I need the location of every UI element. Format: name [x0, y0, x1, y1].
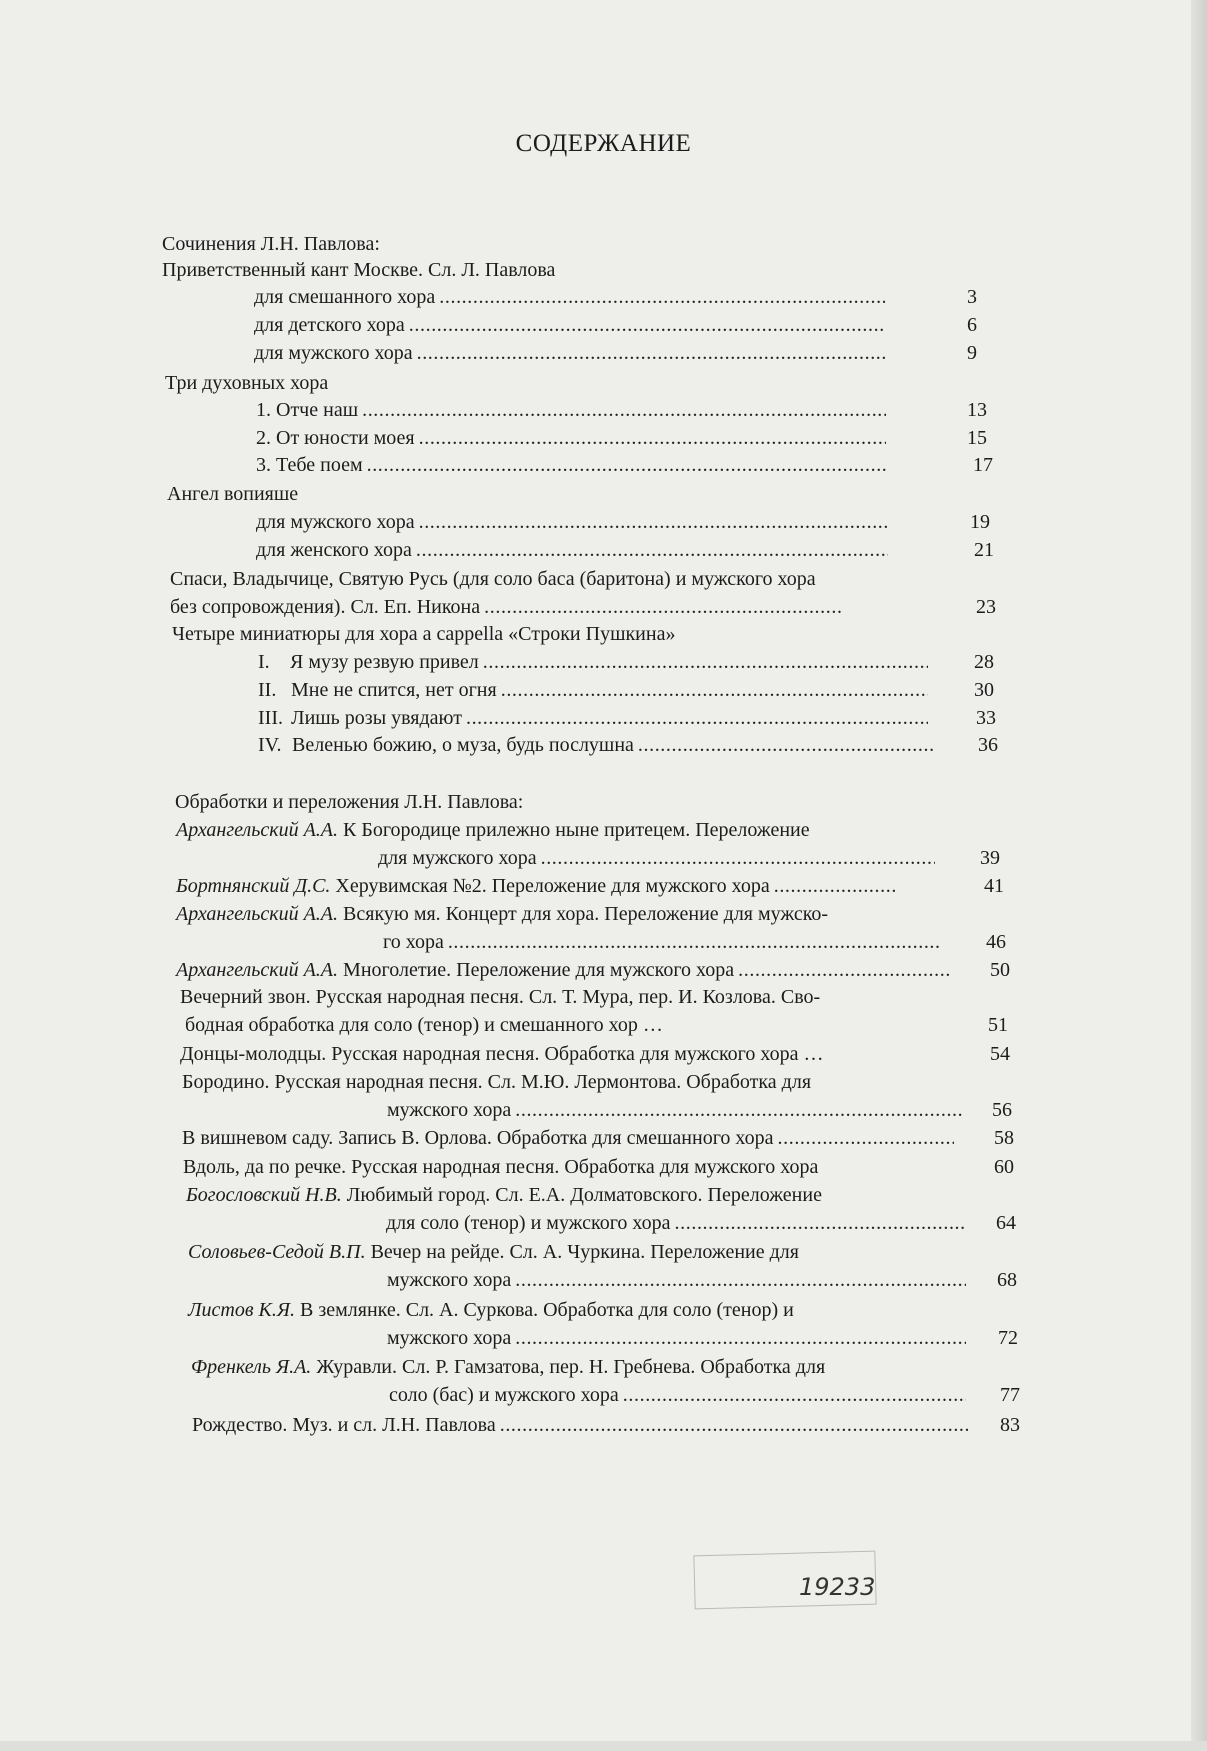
toc-entry-line: [186, 1181, 822, 1209]
page-title: СОДЕРЖАНИЕ: [515, 130, 692, 157]
toc-entry-line: [191, 1353, 825, 1381]
toc-entry-title: В вишневом саду. Запись В. Орлова. Обработка для смешанного хора: [182, 1127, 774, 1149]
toc-entry-title: Вечер на рейде. Сл. А. Чуркина. Переложение для: [365, 1241, 799, 1263]
toc-entry-line: [176, 816, 810, 844]
toc-entry-line: [387, 1266, 511, 1294]
toc-entry-author: Архангельский А.А.: [176, 959, 339, 981]
toc-entry-line: [176, 900, 828, 928]
toc-entry-title: для смешанного хора: [254, 286, 436, 308]
toc-entry-line: [387, 1324, 511, 1352]
toc-leader-dots: [419, 424, 886, 452]
toc-page-number: 9: [967, 342, 977, 364]
toc-leader-dots: [484, 593, 842, 621]
toc-entry-title: бодная обработка для соло (тенор) и смешанного хор …: [185, 1014, 663, 1036]
toc-page-number: 68: [997, 1269, 1017, 1291]
toc-entry-line: [165, 369, 328, 397]
toc-page-number: 46: [986, 931, 1006, 953]
toc-entry-author: Листов К.Я.: [188, 1299, 295, 1321]
toc-entry-line: [290, 648, 479, 676]
toc-page-number: 41: [984, 875, 1004, 897]
section-heading-text: Сочинения Л.Н. Павлова:: [162, 233, 380, 255]
toc-entry-title: без сопровождения). Сл. Еп. Никона: [170, 596, 481, 618]
toc-entry-line: [387, 1096, 511, 1124]
toc-entry-author: Бортнянский Д.С.: [176, 875, 331, 897]
toc-entry-title: для мужского хора: [256, 511, 415, 533]
toc-entry-title: Лишь розы увядают: [291, 707, 462, 729]
toc-leader-dots: [778, 1124, 954, 1152]
toc-page-number: 50: [990, 959, 1010, 981]
toc-entry-title: Любимый город. Сл. Е.А. Долматовского. Переложение: [341, 1184, 822, 1206]
toc-leader-dots: [738, 956, 950, 984]
toc-page-number: 51: [988, 1014, 1008, 1036]
toc-page-number: 28: [974, 651, 994, 673]
toc-entry-title: 2. От юности моея: [256, 427, 415, 449]
toc-entry-line: [182, 1068, 811, 1096]
toc-entry-title: для детского хора: [254, 314, 405, 336]
toc-entry-line: [378, 844, 537, 872]
toc-page-number: 56: [992, 1099, 1012, 1121]
toc-entry-title: Веленью божию, о муза, будь послушна: [292, 734, 634, 756]
toc-leader-dots: [675, 1209, 966, 1237]
toc-entry-line: [291, 704, 462, 732]
toc-leader-dots: [623, 1381, 966, 1409]
toc-entry-line: [180, 983, 820, 1011]
toc-entry-line: [182, 1124, 774, 1152]
toc-page-number: 13: [967, 399, 987, 421]
toc-page-number: 39: [980, 847, 1000, 869]
toc-entry-line: [167, 480, 298, 508]
stamp-inventory-number: 19233: [799, 1573, 876, 1601]
toc-entry-line: [256, 451, 363, 479]
toc-entry-title: 1. Отче наш: [256, 399, 359, 421]
toc-entry-line: [254, 283, 435, 311]
toc-entry-line: [185, 1011, 663, 1039]
toc-entry-title: Я музу резвую привел: [290, 651, 479, 673]
toc-page-number: 36: [978, 734, 998, 756]
toc-page-number: 23: [976, 596, 996, 618]
toc-entry-line: [292, 731, 634, 759]
toc-entry-author: Френкель Я.А.: [191, 1356, 312, 1378]
toc-entry-line: [256, 536, 412, 564]
toc-entry-title: Приветственный кант Москве. Сл. Л. Павлова: [162, 259, 556, 281]
section-heading-text: Обработки и переложения Л.Н. Павлова:: [175, 791, 524, 813]
toc-leader-dots: [501, 676, 928, 704]
toc-leader-dots: [409, 311, 885, 339]
toc-page-number: 72: [998, 1327, 1018, 1349]
toc-entry-title: Вдоль, да по речке. Русская народная песня. Обработка для мужского хора: [183, 1156, 819, 1178]
toc-page-number: 21: [974, 539, 994, 561]
toc-entry-line: [256, 508, 415, 536]
toc-entry-title: Многолетие. Переложение для мужского хора: [338, 959, 735, 981]
toc-page-number: 15: [967, 427, 987, 449]
toc-entry-title: Вечерний звон. Русская народная песня. Сл. Т. Мура, пер. И. Козлова. Сво-: [180, 986, 821, 1008]
toc-page-number: 58: [994, 1127, 1014, 1149]
toc-entry-title: для соло (тенор) и мужского хора: [386, 1212, 671, 1234]
toc-page-number: 6: [967, 314, 977, 336]
toc-entry-title: для женского хора: [256, 539, 412, 561]
toc-leader-dots: [466, 704, 928, 732]
toc-entry-line: [183, 1153, 818, 1181]
toc-page-number: 60: [994, 1156, 1014, 1178]
toc-entry-title: Ангел вопияше: [167, 483, 299, 505]
toc-entry-line: [291, 676, 497, 704]
toc-entry-line: [170, 593, 480, 621]
toc-entry-author: Богословский Н.В.: [186, 1184, 342, 1206]
toc-page-number: 17: [973, 454, 993, 476]
toc-page-number: 54: [990, 1043, 1010, 1065]
toc-page-number: 30: [974, 679, 994, 701]
toc-leader-dots: [500, 1411, 968, 1439]
toc-entry-title: 3. Тебе поем: [256, 454, 363, 476]
toc-entry-line: [256, 396, 358, 424]
toc-leader-dots: [541, 844, 935, 872]
toc-leader-dots: [515, 1266, 966, 1294]
toc-entry-title: мужского хора: [387, 1327, 512, 1349]
toc-entry-title: Спаси, Владычице, Святую Русь (для соло баса (баритона) и мужского хора: [170, 568, 816, 590]
toc-entry-line: [170, 565, 816, 593]
toc-leader-dots: [367, 451, 886, 479]
toc-entry-line: [389, 1381, 619, 1409]
toc-leader-dots: [362, 396, 886, 424]
toc-entry-author: Архангельский А.А.: [176, 903, 339, 925]
toc-leader-dots: [417, 339, 885, 367]
toc-page-number: 64: [996, 1212, 1016, 1234]
toc-entry-title: Три духовных хора: [165, 372, 329, 394]
toc-entry-author: Архангельский А.А.: [176, 819, 339, 841]
toc-entry-title: Всякую мя. Концерт для хора. Переложение для мужско-: [338, 903, 829, 925]
toc-page-number: 19: [970, 511, 990, 533]
toc-entry-title: для мужского хора: [254, 342, 413, 364]
toc-entry-title: Бородино. Русская народная песня. Сл. М.Ю. Лермонтова. Обработка для: [182, 1071, 812, 1093]
toc-entry-title: В землянке. Сл. А. Суркова. Обработка для соло (тенор) и: [294, 1299, 794, 1321]
toc-leader-dots: [419, 508, 888, 536]
toc-entry-line: [172, 620, 675, 648]
toc-page-number: 3: [967, 286, 977, 308]
toc-entry-numeral: II.: [258, 679, 277, 701]
toc-entry-numeral: I.: [258, 651, 270, 673]
toc-entry-line: [254, 311, 405, 339]
toc-page-number: 83: [1000, 1414, 1020, 1436]
toc-entry-title: для мужского хора: [378, 847, 537, 869]
toc-entry-numeral: IV.: [258, 734, 282, 756]
toc-page-number: 33: [976, 707, 996, 729]
toc-entry-numeral: III.: [258, 707, 283, 729]
toc-entry-line: [180, 1040, 824, 1068]
toc-entry-title: мужского хора: [387, 1099, 512, 1121]
toc-leader-dots: [515, 1324, 966, 1352]
toc-entry-title: Рождество. Муз. и сл. Л.Н. Павлова: [192, 1414, 496, 1436]
toc-entry-line: [162, 256, 555, 284]
toc-entry-title: Журавли. Сл. Р. Гамзатова, пер. Н. Гребнева. Обработка для: [311, 1356, 826, 1378]
toc-entry-line: [188, 1296, 794, 1324]
toc-entry-title: го хора: [383, 931, 444, 953]
toc-leader-dots: [774, 872, 895, 900]
toc-entry-line: [256, 424, 415, 452]
toc-entry-line: [254, 339, 413, 367]
toc-page-number: 77: [1000, 1384, 1020, 1406]
toc-entry-title: Херувимская №2. Переложение для мужского хора: [330, 875, 770, 897]
toc-entry-title: Мне не спится, нет огня: [291, 679, 497, 701]
toc-entry-author: Соловьев-Седой В.П.: [188, 1241, 366, 1263]
page-edge-right: [1191, 0, 1207, 1751]
toc-entry-line: [192, 1411, 496, 1439]
toc-leader-dots: [416, 536, 888, 564]
toc-leader-dots: [515, 1096, 962, 1124]
toc-entry-title: Четыре миниатюры для хора a cappella «Строки Пушкина»: [172, 623, 676, 645]
toc-entry-line: [176, 956, 734, 984]
toc-entry-line: [386, 1209, 671, 1237]
library-stamp: [684, 1545, 894, 1615]
toc-entry-line: [176, 872, 770, 900]
toc-entry-line: [383, 928, 444, 956]
toc-entry-line: [188, 1238, 799, 1266]
toc-entry-title: мужского хора: [387, 1269, 512, 1291]
toc-leader-dots: [439, 283, 885, 311]
toc-entry-title: К Богородице прилежно ныне притецем. Переложение: [338, 819, 810, 841]
page-edge-bottom: [0, 1741, 1207, 1751]
toc-leader-dots: [448, 928, 940, 956]
toc-entry-title: соло (бас) и мужского хора: [389, 1384, 619, 1406]
toc-entry-title: Донцы-молодцы. Русская народная песня. Обработка для мужского хора …: [180, 1043, 824, 1065]
toc-leader-dots: [483, 648, 928, 676]
toc-leader-dots: [638, 731, 934, 759]
